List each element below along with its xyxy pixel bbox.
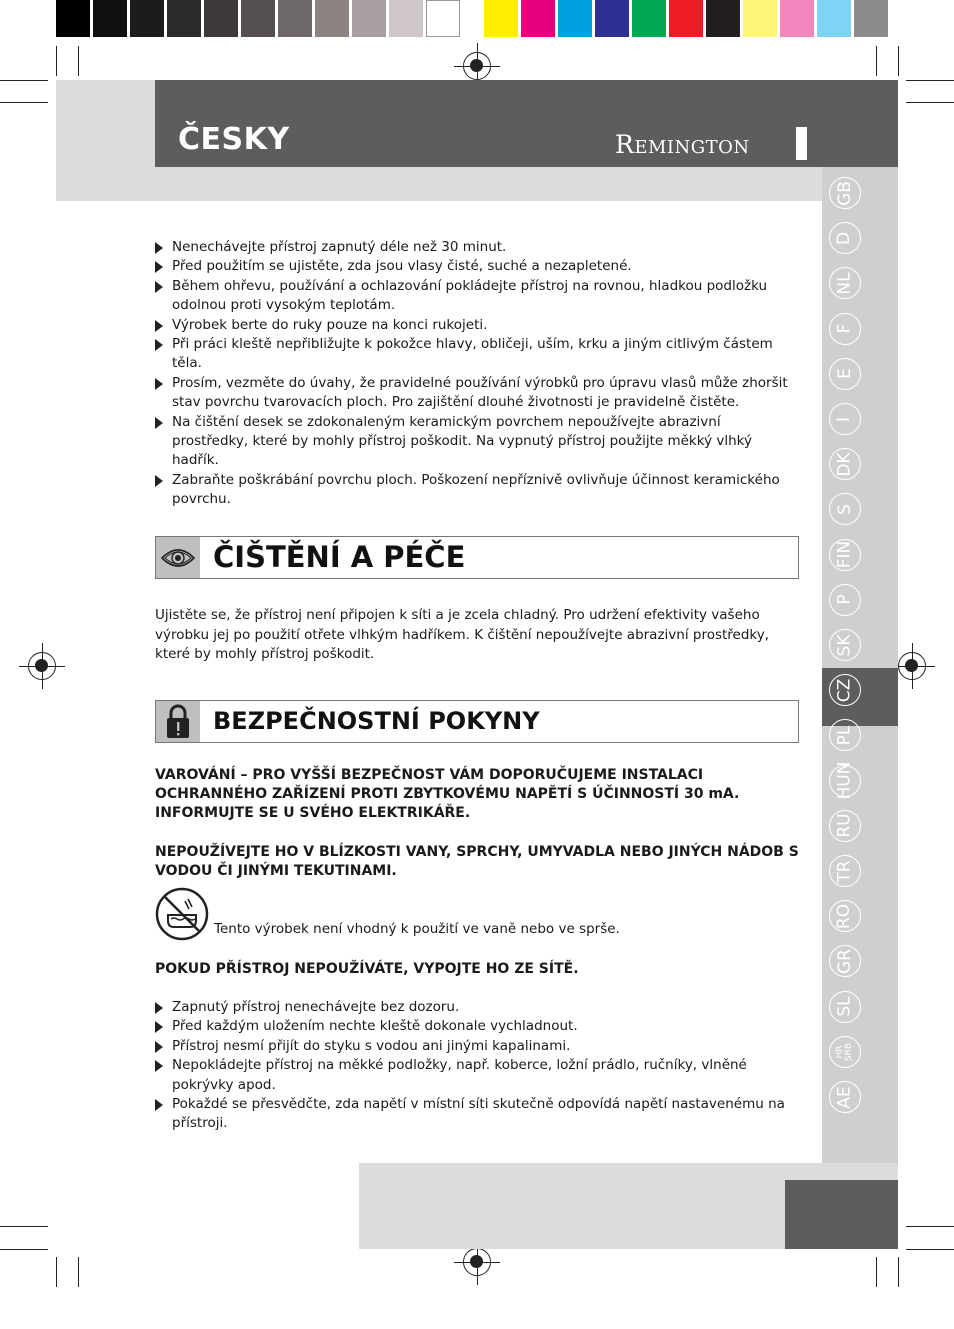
brand-logo bbox=[615, 130, 750, 159]
crop-mark bbox=[898, 1257, 899, 1287]
bullet-item: Výrobek berte do ruky pouze na konci rukojeti. bbox=[155, 316, 795, 335]
brand-name: Remington bbox=[615, 130, 750, 159]
language-tab-label: FIN bbox=[834, 540, 855, 569]
bath-warning-text: Tento výrobek není vhodný k použití ve vaně nebo ve sprše. bbox=[214, 921, 620, 937]
language-tab-ru[interactable] bbox=[829, 810, 861, 842]
language-title: ČESKY bbox=[178, 122, 290, 157]
color-swatch bbox=[669, 0, 703, 37]
language-tab-label: GR bbox=[834, 948, 855, 974]
language-tab-ae[interactable] bbox=[829, 1081, 861, 1113]
bullet-item: Před každým uložením nechte kleště dokonale vychladnout. bbox=[155, 1017, 795, 1036]
process-color-bar bbox=[484, 0, 891, 37]
language-tab-label: TR bbox=[834, 859, 855, 883]
safety-section-header bbox=[155, 700, 799, 743]
language-tab-label: DK bbox=[834, 452, 855, 477]
color-swatch bbox=[595, 0, 629, 37]
color-swatch bbox=[632, 0, 666, 37]
crop-mark bbox=[0, 80, 48, 81]
language-tab-label: HUN bbox=[834, 761, 855, 800]
language-tab-e[interactable] bbox=[829, 358, 861, 390]
crop-mark bbox=[876, 46, 877, 76]
color-swatch bbox=[130, 0, 164, 37]
language-tab-ro[interactable] bbox=[829, 900, 861, 932]
color-swatch bbox=[315, 0, 349, 37]
warning-unplug: POKUD PŘÍSTROJ NEPOUŽÍVÁTE, VYPOJTE HO ZE SÍTĚ. bbox=[155, 961, 579, 977]
language-tab-label: AE bbox=[834, 1085, 855, 1109]
color-swatch bbox=[780, 0, 814, 37]
color-swatch bbox=[204, 0, 238, 37]
color-swatch bbox=[484, 0, 518, 37]
color-swatch bbox=[854, 0, 888, 37]
bullet-item: Pokaždé se přesvědčte, zda napětí v místní síti skutečně odpovídá napětí nastavenému na přístroji. bbox=[155, 1095, 795, 1134]
warning-rcd: VAROVÁNÍ – PRO VYŠŠÍ BEZPEČNOST VÁM DOPORUČUJEME INSTALACI OCHRANNÉHO ZAŘÍZENÍ PROTI ZBYTKOVÉMU NAPĚTÍ S ÚČINNOSTÍ 30 mA. INFORMUJTE SE U SVÉHO ELEKTRIKÁŘE. bbox=[155, 767, 740, 821]
cleaning-text: Ujistěte se, že přístroj není připojen k síti a je zcela chladný. Pro udržení efektivity vašeho výrobku jej po použití otřete vlhkým hadříkem. K čištění nepoužívejte abrazivní prostředky, které by mohly přístroj poškodit. bbox=[155, 607, 770, 663]
language-tab-label: D bbox=[834, 231, 855, 245]
bullet-item: Zabraňte poškrábání povrchu ploch. Poškození nepříznivě ovlivňuje účinnost keramického povrchu. bbox=[155, 471, 795, 510]
registration-mark bbox=[463, 52, 491, 80]
bullet-item: Na čištění desek se zdokonaleným keramickým povrchem nepoužívejte abrazivní prostředky, které by mohly přístroj poškodit. Na vypnutý přístroj použijte měkký vlhký hadřík. bbox=[155, 413, 795, 471]
color-swatch bbox=[241, 0, 275, 37]
crop-mark bbox=[56, 1257, 57, 1287]
language-tab-hun[interactable] bbox=[829, 761, 861, 800]
language-tab-f[interactable] bbox=[829, 313, 861, 345]
language-tab-i[interactable] bbox=[829, 403, 861, 435]
color-swatch bbox=[743, 0, 777, 37]
crop-mark bbox=[78, 46, 79, 76]
crop-mark bbox=[906, 1226, 954, 1227]
color-swatch bbox=[389, 0, 423, 37]
registration-mark bbox=[898, 652, 926, 680]
no-bath-icon bbox=[155, 887, 209, 941]
language-tab-label: SL bbox=[834, 996, 855, 1017]
color-swatch bbox=[93, 0, 127, 37]
bullet-item: Přístroj nesmí přijít do styku s vodou ani jinými kapalinami. bbox=[155, 1037, 795, 1056]
grayscale-color-bar bbox=[56, 0, 463, 37]
crop-mark bbox=[906, 1249, 954, 1250]
brand-mark bbox=[796, 127, 807, 160]
color-swatch bbox=[56, 0, 90, 37]
language-tab-dk[interactable] bbox=[829, 448, 861, 480]
language-tab-label: GB bbox=[834, 180, 855, 206]
intro-bullet-list bbox=[155, 238, 795, 510]
bullet-item: Při práci kleště nepřibližujte k pokožce hlavy, obličeji, uším, krku a jiným citlivým částem těla. bbox=[155, 335, 795, 374]
language-tab-d[interactable] bbox=[829, 222, 861, 254]
language-tab-label: HR SRB bbox=[834, 1042, 854, 1061]
language-tab-gb[interactable] bbox=[829, 177, 861, 209]
warning-water: NEPOUŽÍVEJTE HO V BLÍZKOSTI VANY, SPRCHY, UMYVADLA NEBO JINÝCH NÁDOB S VODOU ČI JINÝMI TEKUTINAMI. bbox=[155, 844, 799, 879]
crop-mark bbox=[906, 102, 954, 103]
color-swatch bbox=[167, 0, 201, 37]
language-tab-label: SK bbox=[834, 634, 855, 656]
bullet-item: Během ohřevu, používání a ochlazování pokládejte přístroj na rovnou, hladkou podložku odolnou proti vysokým teplotám. bbox=[155, 277, 795, 316]
safety-title: BEZPEČNOSTNÍ POKYNY bbox=[213, 707, 540, 735]
language-tab-label: NL bbox=[834, 272, 855, 295]
language-tab-sl[interactable] bbox=[829, 991, 861, 1023]
crop-mark bbox=[898, 46, 899, 76]
color-swatch bbox=[817, 0, 851, 37]
bullet-item: Zapnutý přístroj nenechávejte bez dozoru. bbox=[155, 998, 795, 1017]
crop-mark bbox=[0, 1249, 48, 1250]
language-tab-label: RU bbox=[834, 813, 855, 838]
language-tab-tr[interactable] bbox=[829, 855, 861, 887]
registration-mark bbox=[28, 652, 56, 680]
language-tab-hr-srb[interactable] bbox=[829, 1036, 861, 1068]
cleaning-section-header bbox=[155, 536, 799, 579]
language-tab-label: PL bbox=[834, 725, 855, 746]
page-number-box bbox=[785, 1180, 898, 1249]
language-tab-sk[interactable] bbox=[829, 629, 861, 661]
color-swatch bbox=[706, 0, 740, 37]
padlock-warning-icon bbox=[156, 701, 200, 742]
crop-mark bbox=[56, 46, 57, 76]
language-tab-label: P bbox=[834, 594, 855, 605]
crop-mark bbox=[0, 1226, 48, 1227]
language-tab-label: I bbox=[834, 416, 855, 422]
language-tab-label: F bbox=[834, 323, 855, 334]
bullet-item: Prosím, vezměte do úvahy, že pravidelné používání výrobků pro úpravu vlasů může zhoršit stav povrchu tvarovacích ploch. Pro zajištění dlouhé životnosti je pravidelně čistěte. bbox=[155, 374, 795, 413]
language-tab-fin[interactable] bbox=[829, 539, 861, 571]
bullet-item: Před použitím se ujistěte, zda jsou vlasy čisté, suché a nezapletené. bbox=[155, 257, 795, 276]
crop-mark bbox=[0, 102, 48, 103]
bullet-item: Nenechávejte přístroj zapnutý déle než 30 minut. bbox=[155, 238, 795, 257]
language-tab-label: S bbox=[834, 503, 855, 515]
color-swatch bbox=[278, 0, 312, 37]
eye-icon bbox=[156, 537, 200, 578]
bullet-item: Nepokládejte přístroj na měkké podložky, např. koberce, ložní prádlo, ručníky, vlněné pokrývky apod. bbox=[155, 1056, 795, 1095]
crop-mark bbox=[78, 1257, 79, 1287]
crop-mark bbox=[906, 80, 954, 81]
color-swatch bbox=[521, 0, 555, 37]
language-tab-label: E bbox=[834, 368, 855, 380]
crop-mark bbox=[876, 1257, 877, 1287]
color-swatch bbox=[426, 0, 460, 37]
safety-bullet-list bbox=[155, 998, 795, 1134]
cleaning-title: ČIŠTĚNÍ A PÉČE bbox=[213, 540, 466, 574]
language-tab-cz[interactable] bbox=[829, 674, 861, 706]
color-swatch bbox=[558, 0, 592, 37]
language-tab-label: RO bbox=[834, 903, 855, 929]
registration-mark bbox=[463, 1248, 491, 1276]
language-tab-p[interactable] bbox=[829, 584, 861, 616]
language-tab-label: CZ bbox=[834, 678, 855, 702]
color-swatch bbox=[352, 0, 386, 37]
